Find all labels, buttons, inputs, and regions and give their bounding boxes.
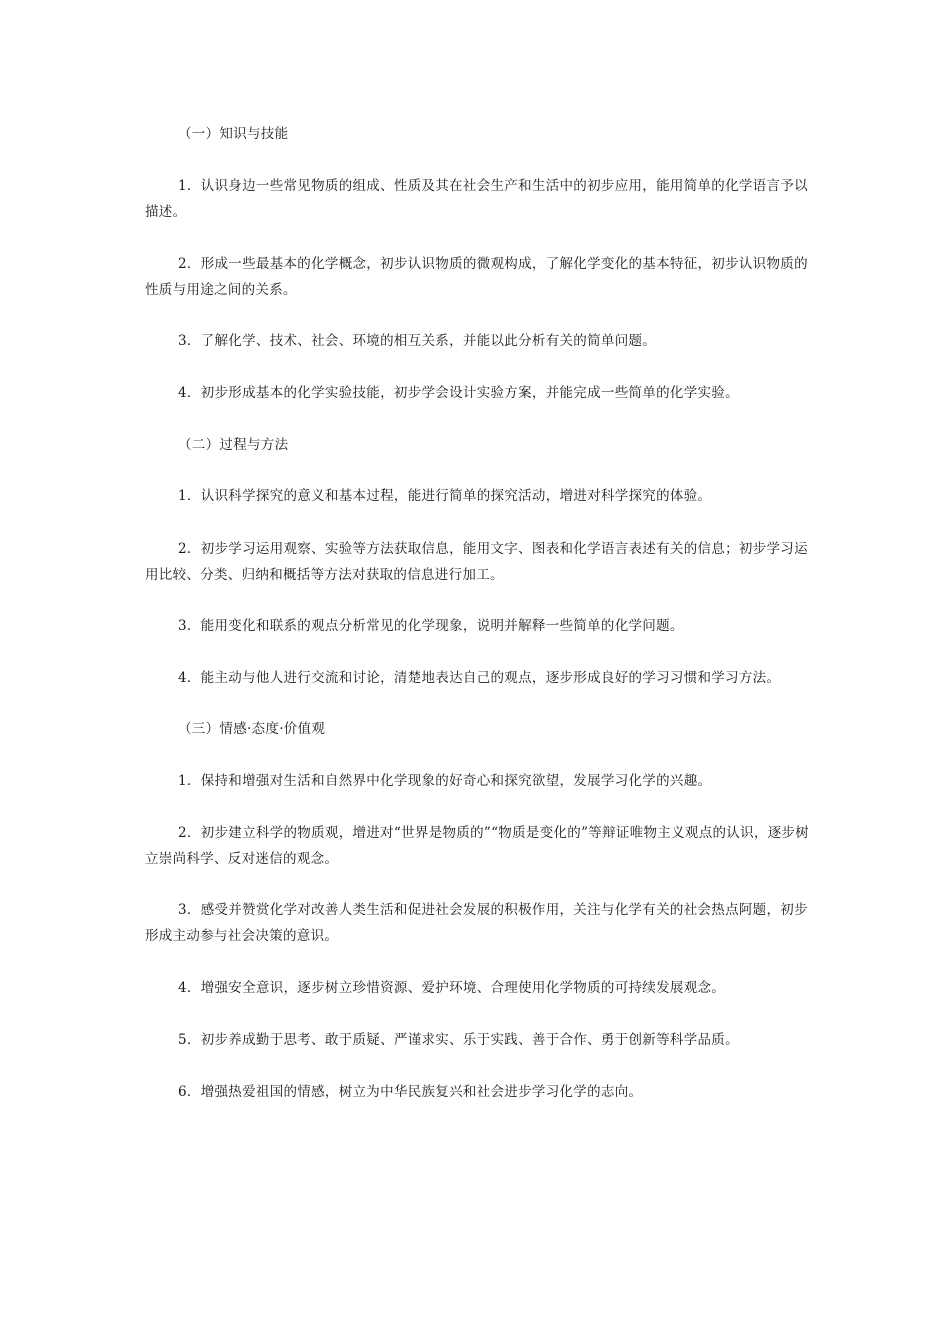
list-item: 3．能用变化和联系的观点分析常见的化学现象，说明并解释一些简单的化学问题。 <box>178 618 684 634</box>
list-item: 5．初步养成勤于思考、敢于质疑、严谨求实、乐于实践、善于合作、勇于创新等科学品质。 <box>178 1032 739 1048</box>
section-heading-values: （三）情感·态度·价值观 <box>178 721 326 737</box>
list-item: 4．初步形成基本的化学实验技能，初步学会设计实验方案，并能完成一些简单的化学实验。 <box>178 385 739 401</box>
list-item: 3．了解化学、技术、社会、环境的相互关系，并能以此分析有关的简单问题。 <box>178 333 657 349</box>
list-item: 1．认识身边一些常见物质的组成、性质及其在社会生产和生活中的初步应用，能用简单的化学语言予以描述。 <box>145 178 808 220</box>
list-item: 4．能主动与他人进行交流和讨论，清楚地表达自己的观点，逐步形成良好的学习习惯和学习方法。 <box>178 670 781 686</box>
list-item: 6．增强热爱祖国的情感，树立为中华民族复兴和社会进步学习化学的志向。 <box>178 1084 643 1100</box>
list-item: 2．初步学习运用观察、实验等方法获取信息，能用文字、图表和化学语言表述有关的信息；初步学习运用比较、分类、归纳和概括等方法对获取的信息进行加工。 <box>145 541 808 583</box>
list-item: 4．增强安全意识，逐步树立珍惜资源、爱护环境、合理使用化学物质的可持续发展观念。 <box>178 980 726 996</box>
list-item: 1．保持和增强对生活和自然界中化学现象的好奇心和探究欲望，发展学习化学的兴趣。 <box>178 773 712 789</box>
list-item: 2．形成一些最基本的化学概念，初步认识物质的微观构成，了解化学变化的基本特征，初步认识物质的性质与用途之间的关系。 <box>145 256 808 298</box>
section-heading-knowledge: （一）知识与技能 <box>178 126 289 142</box>
list-item: 1．认识科学探究的意义和基本过程，能进行简单的探究活动，增进对科学探究的体验。 <box>178 488 712 504</box>
list-item: 2．初步建立科学的物质观，增进对“世界是物质的”“物质是变化的”等辩证唯物主义观点的认识，逐步树立崇尚科学、反对迷信的观念。 <box>145 825 810 867</box>
section-heading-process: （二）过程与方法 <box>178 437 289 453</box>
list-item: 3．感受并赞赏化学对改善人类生活和促进社会发展的积极作用，关注与化学有关的社会热点阿题，初步形成主动参与社会决策的意识。 <box>145 902 808 944</box>
